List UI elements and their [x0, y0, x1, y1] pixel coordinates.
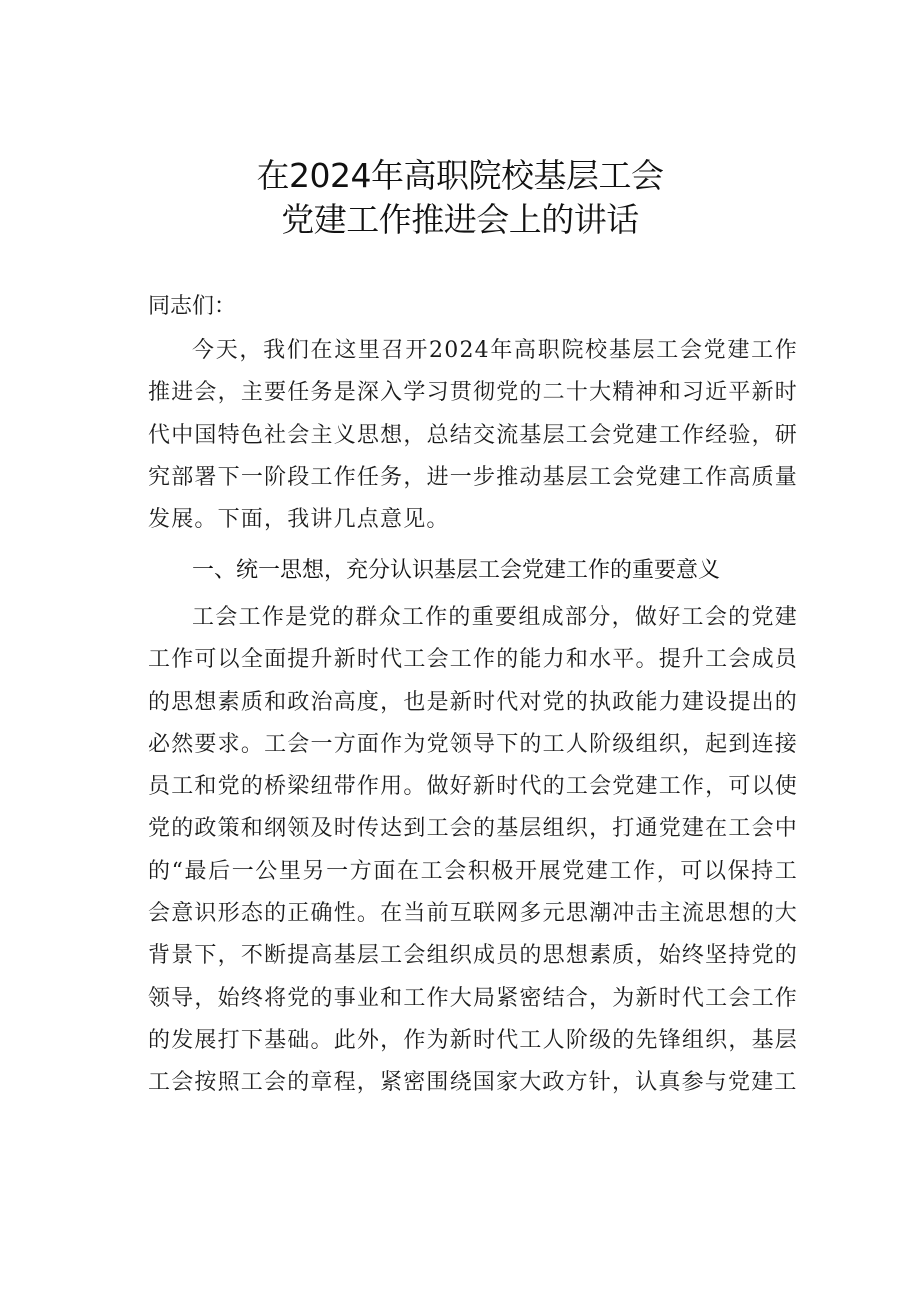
greeting: 同志们： [148, 294, 237, 319]
section-heading-1: 一、统一思想，充分认识基层工会党建工作的重要意义 [192, 558, 721, 583]
document-title-line1: 在2024年高职院校基层工会 [256, 156, 664, 195]
paragraph-section1: 工会工作是党的群众工作的重要组成部分，做好工会的党建工作可以全面提升新时代工会工作的能力和水平。提升工会成员的思想素质和政治高度，也是新时代对党的执政能力建设提出的必然要求。工会一方面作为党领导下的工人阶级组织，起到连接员工和党的桥梁纽带作用。做好新时代的工会党建工作，可以使党的政策和纲领及时传达到工会的基层组织，打通党建在工会中的“最后一公里另一方面在工会积极开展党建工作，可以保持工会意识形态的正确性。在当前互联网多元思潮冲击主流思想的大背景下，不断提高基层工会组织成员的思想素质，始终坚持党的领导，始终将党的事业和工作大局紧密结合，为新时代工会工作的发展打下基础。此外，作为新时代工人阶级的先锋组织，基层工会按照工会的章程，紧密围绕国家大政方针，认真参与党建工 [148, 605, 798, 1096]
document-title-line2: 党建工作推进会上的讲话 [281, 200, 639, 239]
paragraph-intro: 今天，我们在这里召开2024年高职院校基层工会党建工作推进会，主要任务是深入学习贯彻党的二十大精神和习近平新时代中国特色社会主义思想，总结交流基层工会党建工作经验，研究部署下一阶段工作任务，进一步推动基层工会党建工作高质量发展。下面，我讲几点意见。 [148, 338, 798, 533]
